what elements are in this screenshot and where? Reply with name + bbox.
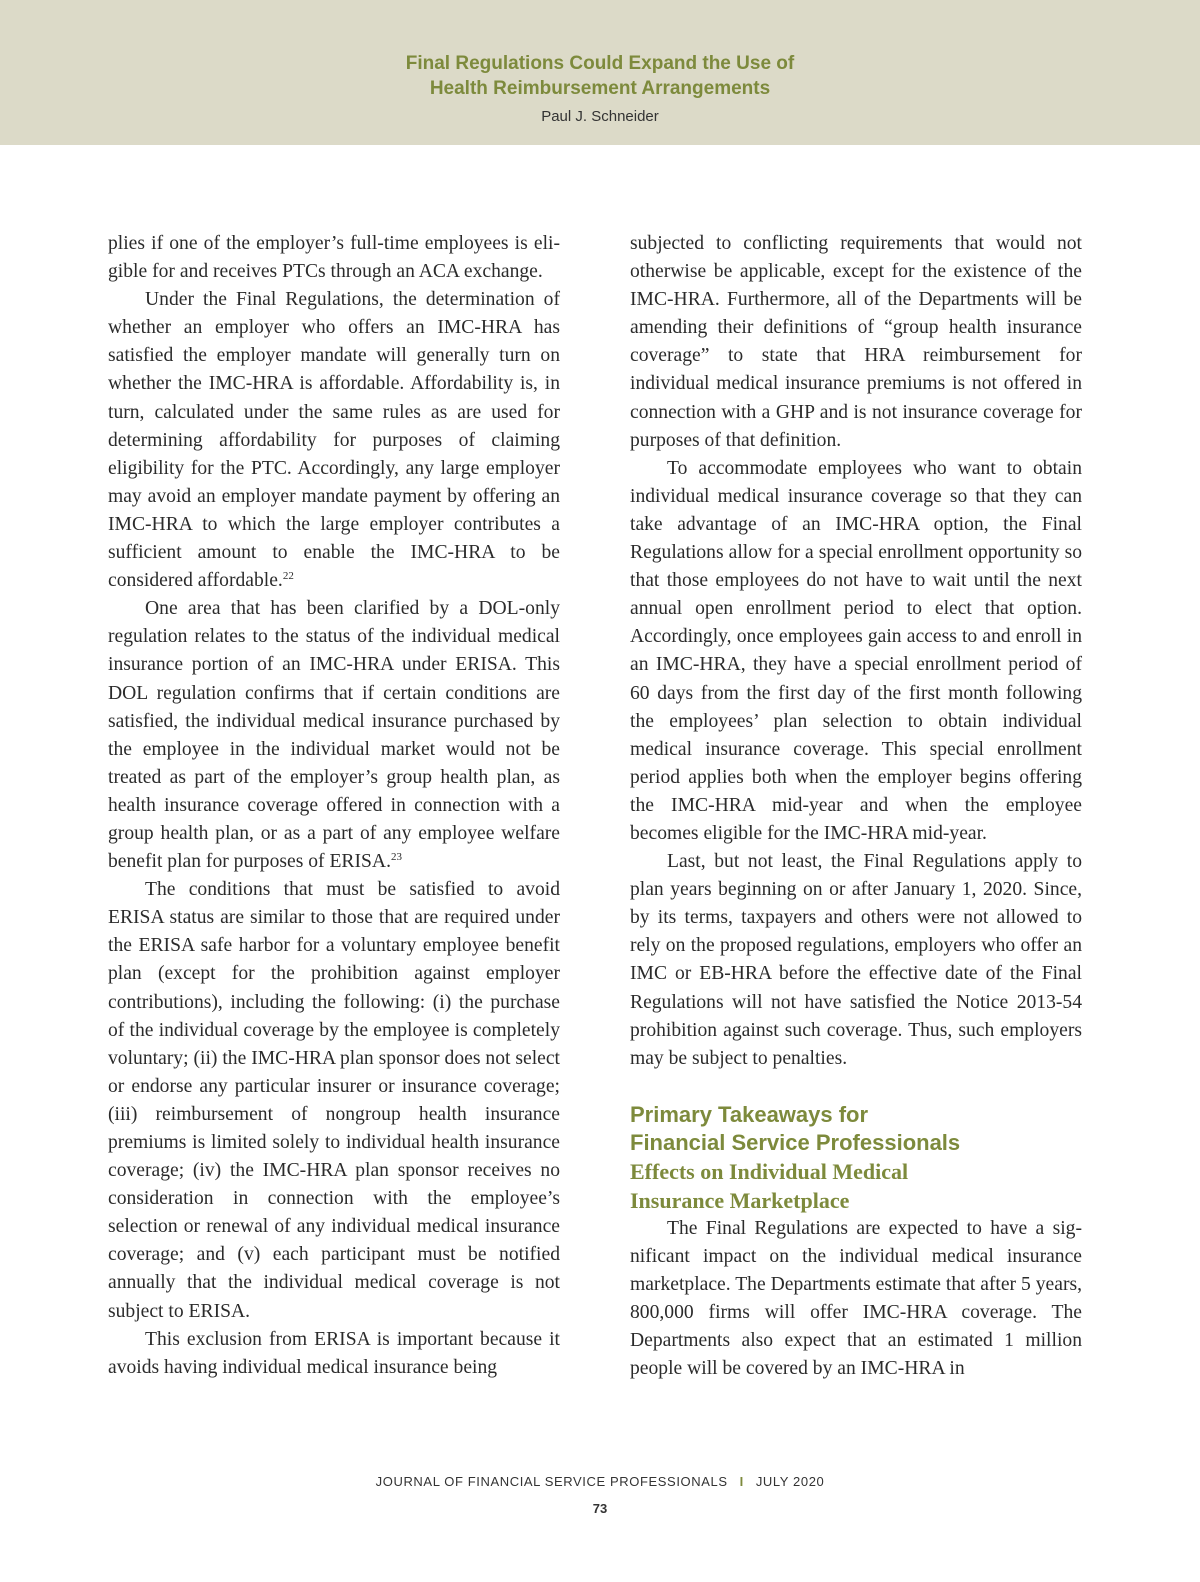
journal-name: JOURNAL OF FINANCIAL SERVICE PROFESSIONALS [375, 1474, 728, 1489]
paragraph: This exclusion from ERISA is important because it avoids having individual medical insurance being [108, 1328, 560, 1378]
running-footer [0, 1474, 1200, 1489]
footnote-ref: 22 [282, 570, 294, 583]
paragraph: To accommodate employees who want to obtain individual medical insurance coverage so that they can take advantage of an IMC-HRA option, the Final Regulations allow for a special enrollment opportunity so that those employees do not have to wait until the next annual open enrollment period to elect that option. Accordingly, once employees gain access to and enroll in an IMC-HRA, they have a special enrollment period of 60 days from the first day of the first month following the employees’ plan selection to obtain individual medical insurance coverage. This special enrollment period applies both when the employer begins offering the IMC-HRA mid-year and when the employee becomes eligible for the IMC-HRA mid-year. [630, 457, 1082, 844]
paragraph: The conditions that must be satisfied to avoid ERISA status are similar to those that are required under the ERISA safe harbor for a voluntary employee benefit plan (except for the prohibition against employer contributions), including the following: (i) the purchase of the individual coverage by the employee is completely voluntary; (ii) the IMC-HRA plan sponsor does not select or endorse any particular insurer or insurance coverage; (iii) reimbursement of nongroup health insurance premiums is limited solely to individual health insurance coverage; (iv) the IMC-HRA plan sponsor receives no consideration in connection with the employee’s selection or renewal of any individual medical insurance coverage; and (v) each participant must be notified annually that the individual medical coverage is not subject to ERISA. [108, 879, 560, 1322]
article-title-line-2: Health Reimbursement Arrangements [429, 78, 771, 99]
paragraph: One area that has been clarified by a DOL-only regulation relates to the status of the individual medical insurance portion of an IMC-HRA under ERISA. This DOL regulation confirms that if certain conditions are satisfied, the individual medical insurance purchased by the employee in the individual market would not be treated as part of the employer’s group health plan, as health insurance coverage offered in connection with a group health plan, or as a part of any employee welfare benefit plan for purposes of ERISA.$^{23}$ [108, 598, 560, 873]
subsection-heading-line-1: Effects on Individual Medical [630, 1158, 909, 1184]
footnote-ref: 23 [390, 851, 402, 864]
section-heading-line-2: Financial Service Professionals [630, 1129, 961, 1155]
article-title-line-1: Final Regulations Could Expand the Use of [405, 53, 795, 74]
paragraph: plies if one of the employer’s full-time employees is eligible for and receives PTCs through an ACA exchange. [108, 233, 560, 283]
left-column [108, 230, 560, 1382]
subsection-heading [630, 1157, 1082, 1215]
article-title [0, 51, 1200, 101]
paragraph: The Final Regulations are expected to have a significant impact on the individual medical insurance marketplace. The Departments estimate that after 5 years, 800,000 firms will offer IMC-HRA coverage. The Departments also expect that an estimated 1 million people will be covered by an IMC-HRA in [630, 1217, 1082, 1380]
subsection-heading-line-2: Insurance Marketplace [630, 1187, 850, 1213]
article-author: Paul J. Schneider [541, 108, 659, 125]
section-heading-line-1: Primary Takeaways for [630, 1101, 869, 1127]
footer-separator: I [739, 1474, 744, 1489]
running-header [0, 0, 1200, 145]
page-number: 73 [592, 1501, 608, 1516]
section-heading [630, 1101, 1082, 1157]
paragraph: Under the Final Regulations, the determination of whether an employer who offers an IMC-HRA has satisfied the employer mandate will generally turn on whether the IMC-HRA is affordable. Affordability is, in turn, calculated under the same rules as are used for determining affordability for purposes of claiming eligibility for the PTC. Accordingly, any large employer may avoid an employer mandate payment by offering an IMC-HRA to which the large employer contributes a sufficient amount to enable the IMC-HRA to be considered affordable.$^{22}$ [108, 289, 560, 592]
issue-date: JULY 2020 [755, 1474, 825, 1489]
paragraph: Last, but not least, the Final Regulations apply to plan years beginning on or after January 1, 2020. Since, by its terms, taxpayers and others were not allowed to rely on the proposed regulations, employers who offer an IMC or EB-HRA before the effective date of the Final Regulations will not have satisfied the Notice 2013-54 prohibition against such coverage. Thus, such employers may be subject to penalties. [630, 851, 1082, 1069]
right-column [630, 230, 1082, 1383]
paragraph: subjected to conflicting requirements that would not otherwise be applicable, except for the existence of the IMC-HRA. Furthermore, all of the Departments will be amending their definitions of “group health insurance coverage” to state that HRA reimbursement for individual medical insurance premiums is not offered in connection with a GHP and is not insurance coverage for purposes of that definition. [630, 233, 1082, 451]
